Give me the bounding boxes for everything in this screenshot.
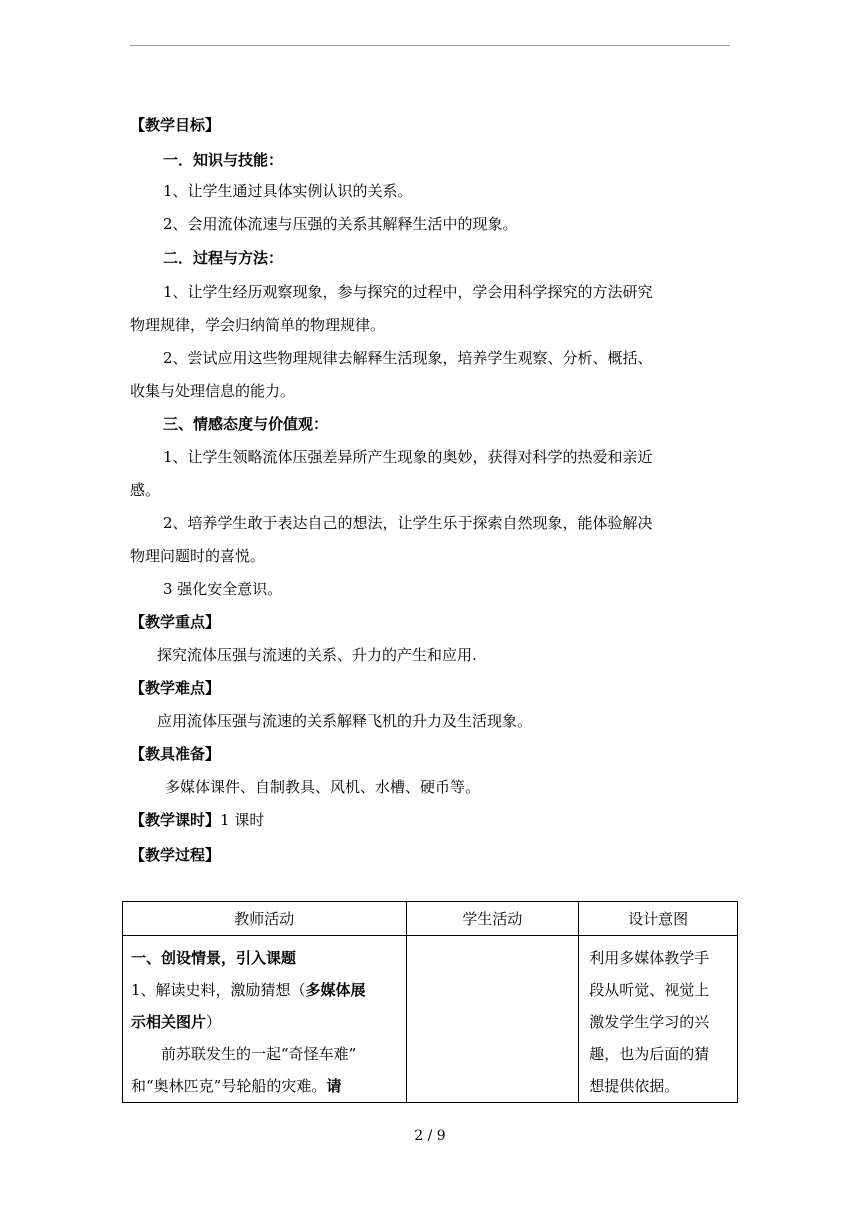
header-design-intent: 设计意图 (579, 902, 738, 936)
header-teacher-activity: 教师活动 (123, 902, 407, 936)
teacher-activity-cell (123, 936, 407, 1103)
section-1-item-1: 1、让学生通过具体实例认识的关系。 (163, 182, 413, 200)
difficulty-text: 应用流体压强与流速的关系解释飞机的升力及生活现象。 (157, 712, 533, 730)
section-2-heading: 二．过程与方法： (163, 249, 284, 267)
process-heading: 【教学过程】 (130, 846, 221, 864)
teacher-line-5 (131, 1070, 400, 1102)
teacher-line-2 (131, 974, 400, 1006)
section-3-heading: 三、情感态度与价值观： (163, 415, 329, 433)
section-3-item-1-line-2: 感。 (130, 481, 161, 499)
teacher-line-4: 前苏联发生的一起“奇怪车难” (161, 1045, 357, 1063)
hours-text: 1 课时 (220, 811, 265, 829)
teacher-line-3-bold: 示相关图片 (131, 1013, 207, 1031)
teacher-line-2-bold: 多媒体展 (305, 981, 366, 999)
intent-line-1: 利用多媒体教学手 (589, 949, 710, 967)
teacher-line-3 (131, 1006, 400, 1038)
teacher-line-5-text: 和“奥林匹克”号轮船的灾难。 (131, 1077, 327, 1095)
tools-text: 多媒体课件、自制教具、风机、水槽、硬币等。 (165, 778, 481, 796)
header-rule (130, 45, 730, 46)
page-number: 2 / 9 (414, 1128, 446, 1144)
hours-heading: 【教学课时】 (130, 811, 221, 829)
header-student-activity: 学生活动 (406, 902, 579, 936)
section-2-item-1-line-2: 物理规律，学会归纳简单的物理规律。 (130, 316, 386, 334)
focus-text: 探究流体压强与流速的关系、升力的产生和应用. (157, 646, 477, 664)
section-2-item-2-line-2: 收集与处理信息的能力。 (130, 382, 296, 400)
section-1-heading: 一．知识与技能： (163, 151, 284, 169)
teacher-line-3-text: ） (206, 1013, 222, 1031)
section-2-item-2-line-1: 2、尝试应用这些物理规律去解释生活现象，培养学生观察、分析、概括、 (163, 349, 653, 367)
difficulty-heading: 【教学难点】 (130, 679, 221, 697)
hours-line (130, 810, 264, 830)
teacher-line-1: 一、创设情景，引入课题 (131, 949, 297, 967)
tools-heading: 【教具准备】 (130, 745, 221, 763)
student-activity-cell (406, 936, 579, 1103)
section-3-item-1-line-1: 1、让学生领略流体压强差异所产生现象的奥妙，获得对科学的热爱和亲近 (163, 448, 653, 466)
lesson-process-table (122, 901, 738, 1103)
table-row (123, 936, 738, 1103)
section-1-item-2: 2、会用流体流速与压强的关系其解释生活中的现象。 (163, 215, 518, 233)
intent-line-3: 激发学生学习的兴 (589, 1013, 710, 1031)
intent-line-5: 想提供依据。 (589, 1077, 680, 1095)
section-2-item-1-line-1: 1、让学生经历观察现象，参与探究的过程中，学会用科学探究的方法研究 (163, 283, 653, 301)
table-header-row (123, 902, 738, 936)
focus-heading: 【教学重点】 (130, 613, 221, 631)
section-3-item-2-line-2: 物理问题时的喜悦。 (130, 547, 266, 565)
intent-line-2: 段从听觉、视觉上 (589, 981, 710, 999)
design-intent-cell (579, 936, 738, 1103)
section-3-item-3: 3 强化安全意识。 (163, 580, 283, 598)
goal-heading: 【教学目标】 (130, 116, 221, 134)
teacher-line-5-bold: 请 (326, 1077, 342, 1095)
intent-line-4: 趣，也为后面的猜 (589, 1045, 710, 1063)
section-3-item-2-line-1: 2、培养学生敢于表达自己的想法，让学生乐于探索自然现象，能体验解决 (163, 514, 653, 532)
teacher-line-2-text: 1、解读史料，激励猜想（ (131, 981, 306, 999)
